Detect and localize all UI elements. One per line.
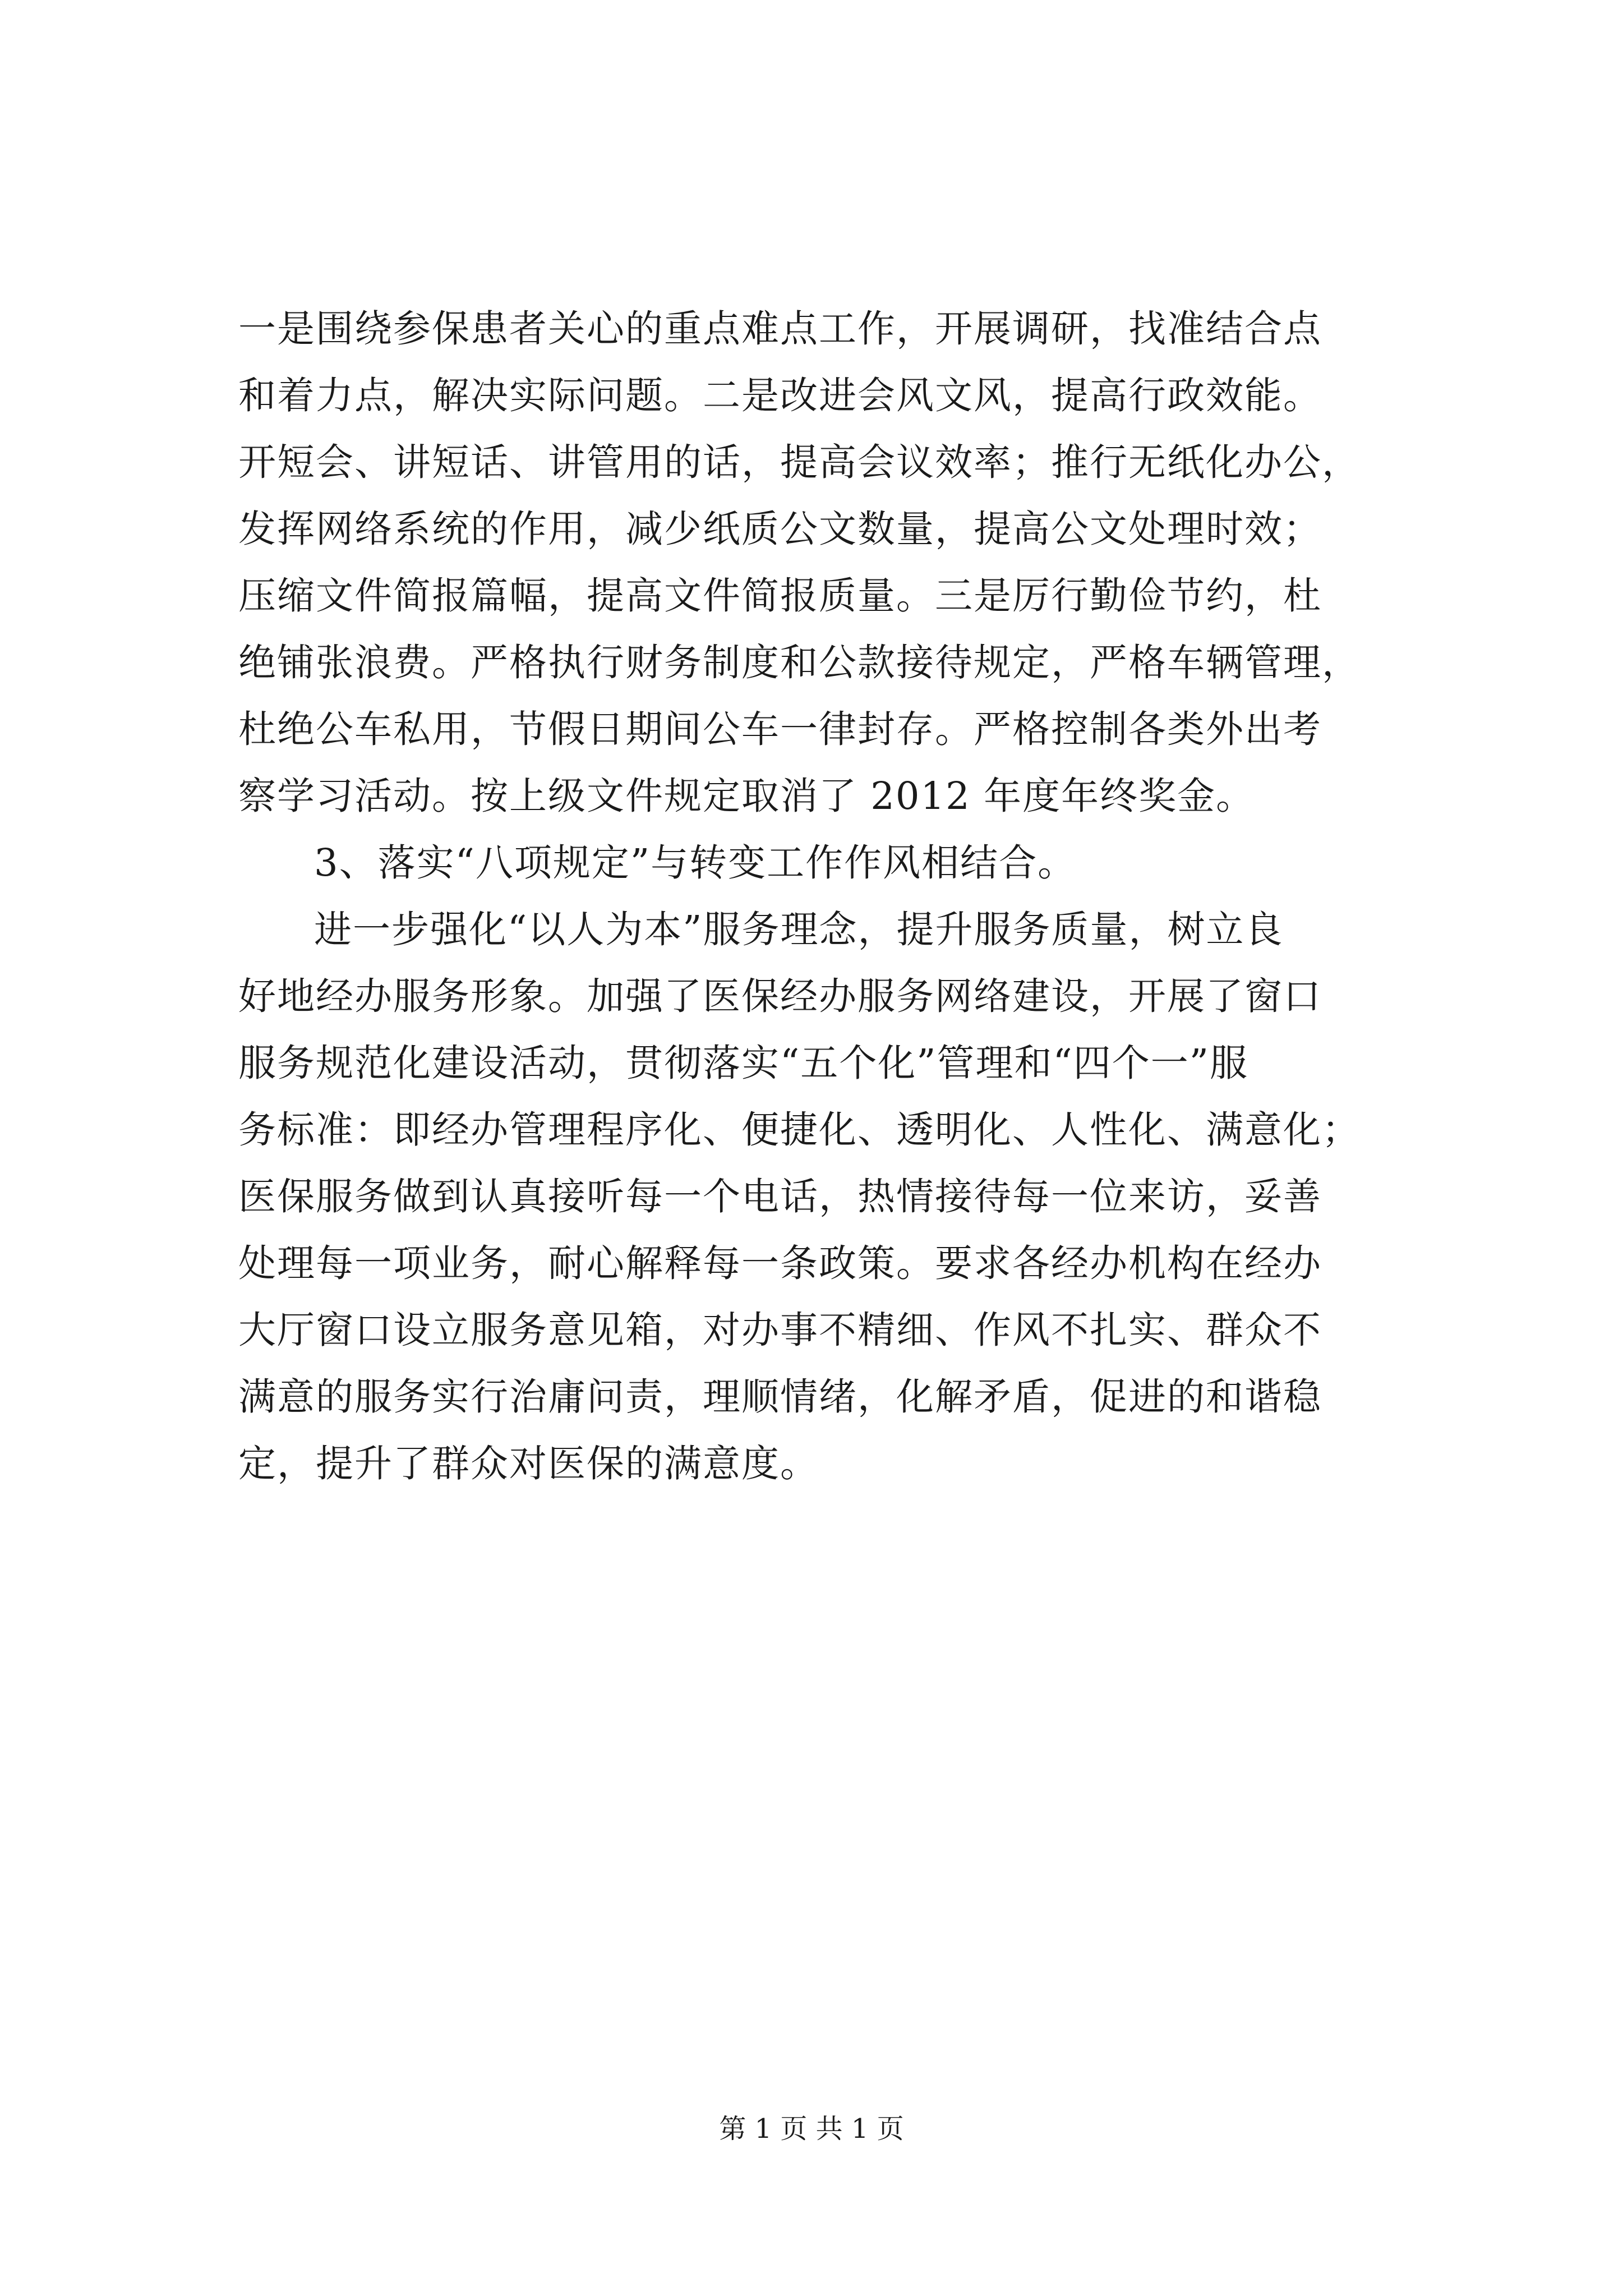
- page-footer: [0, 2112, 1623, 2146]
- page-number-label: 第 1 页 共 1 页: [719, 2113, 904, 2145]
- document-page: 一是围绕参保患者关心的重点难点工作，开展调研，找准结合点 和着力点，解决实际问题。二是改进会风文风，提高行政效能。 开短会、讲短话、讲管用的话，提高会议效率；推行无纸化办公， 发挥网络系统的作用，减少纸质公文数量，提高公文处理时效； 压缩文件简报篇幅，提高文件简报质量。三是厉行勤俭节约，杜 绝铺张浪费。严格执行财务制度和公款接待规定，严格车辆管理， 杜绝公车私用，节假日期间公车一律封存。严格控制各类外出考 察学习活动。按上级文件规定取消了 2012 年度年终奖金。 3、落实“八项规定”与转变工作作风相结合。 进一步强化“以人为本”服务理念，提升服务质量，树立良 好地经办服务形象。加强了医保经办服务网络建设，开展了窗口 服务规范化建设活动，贯彻落实“五个化”管理和“四个一”服 务标准：即经办管理程序化、便捷化、透明化、人性化、满意化； 医保服务做到认真接听每一个电话，热情接待每一位来访，妥善 处理每一项业务，耐心解释每一条政策。要求各经办机构在经办 大厅窗口设立服务意见箱，对办事不精细、作风不扎实、群众不 满意的服务实行治庸问责，理顺情绪，化解矛盾，促进的和谐稳 定，提升了群众对医保的满意度。 第 1 页 共 1 页: [0, 0, 1623, 2296]
